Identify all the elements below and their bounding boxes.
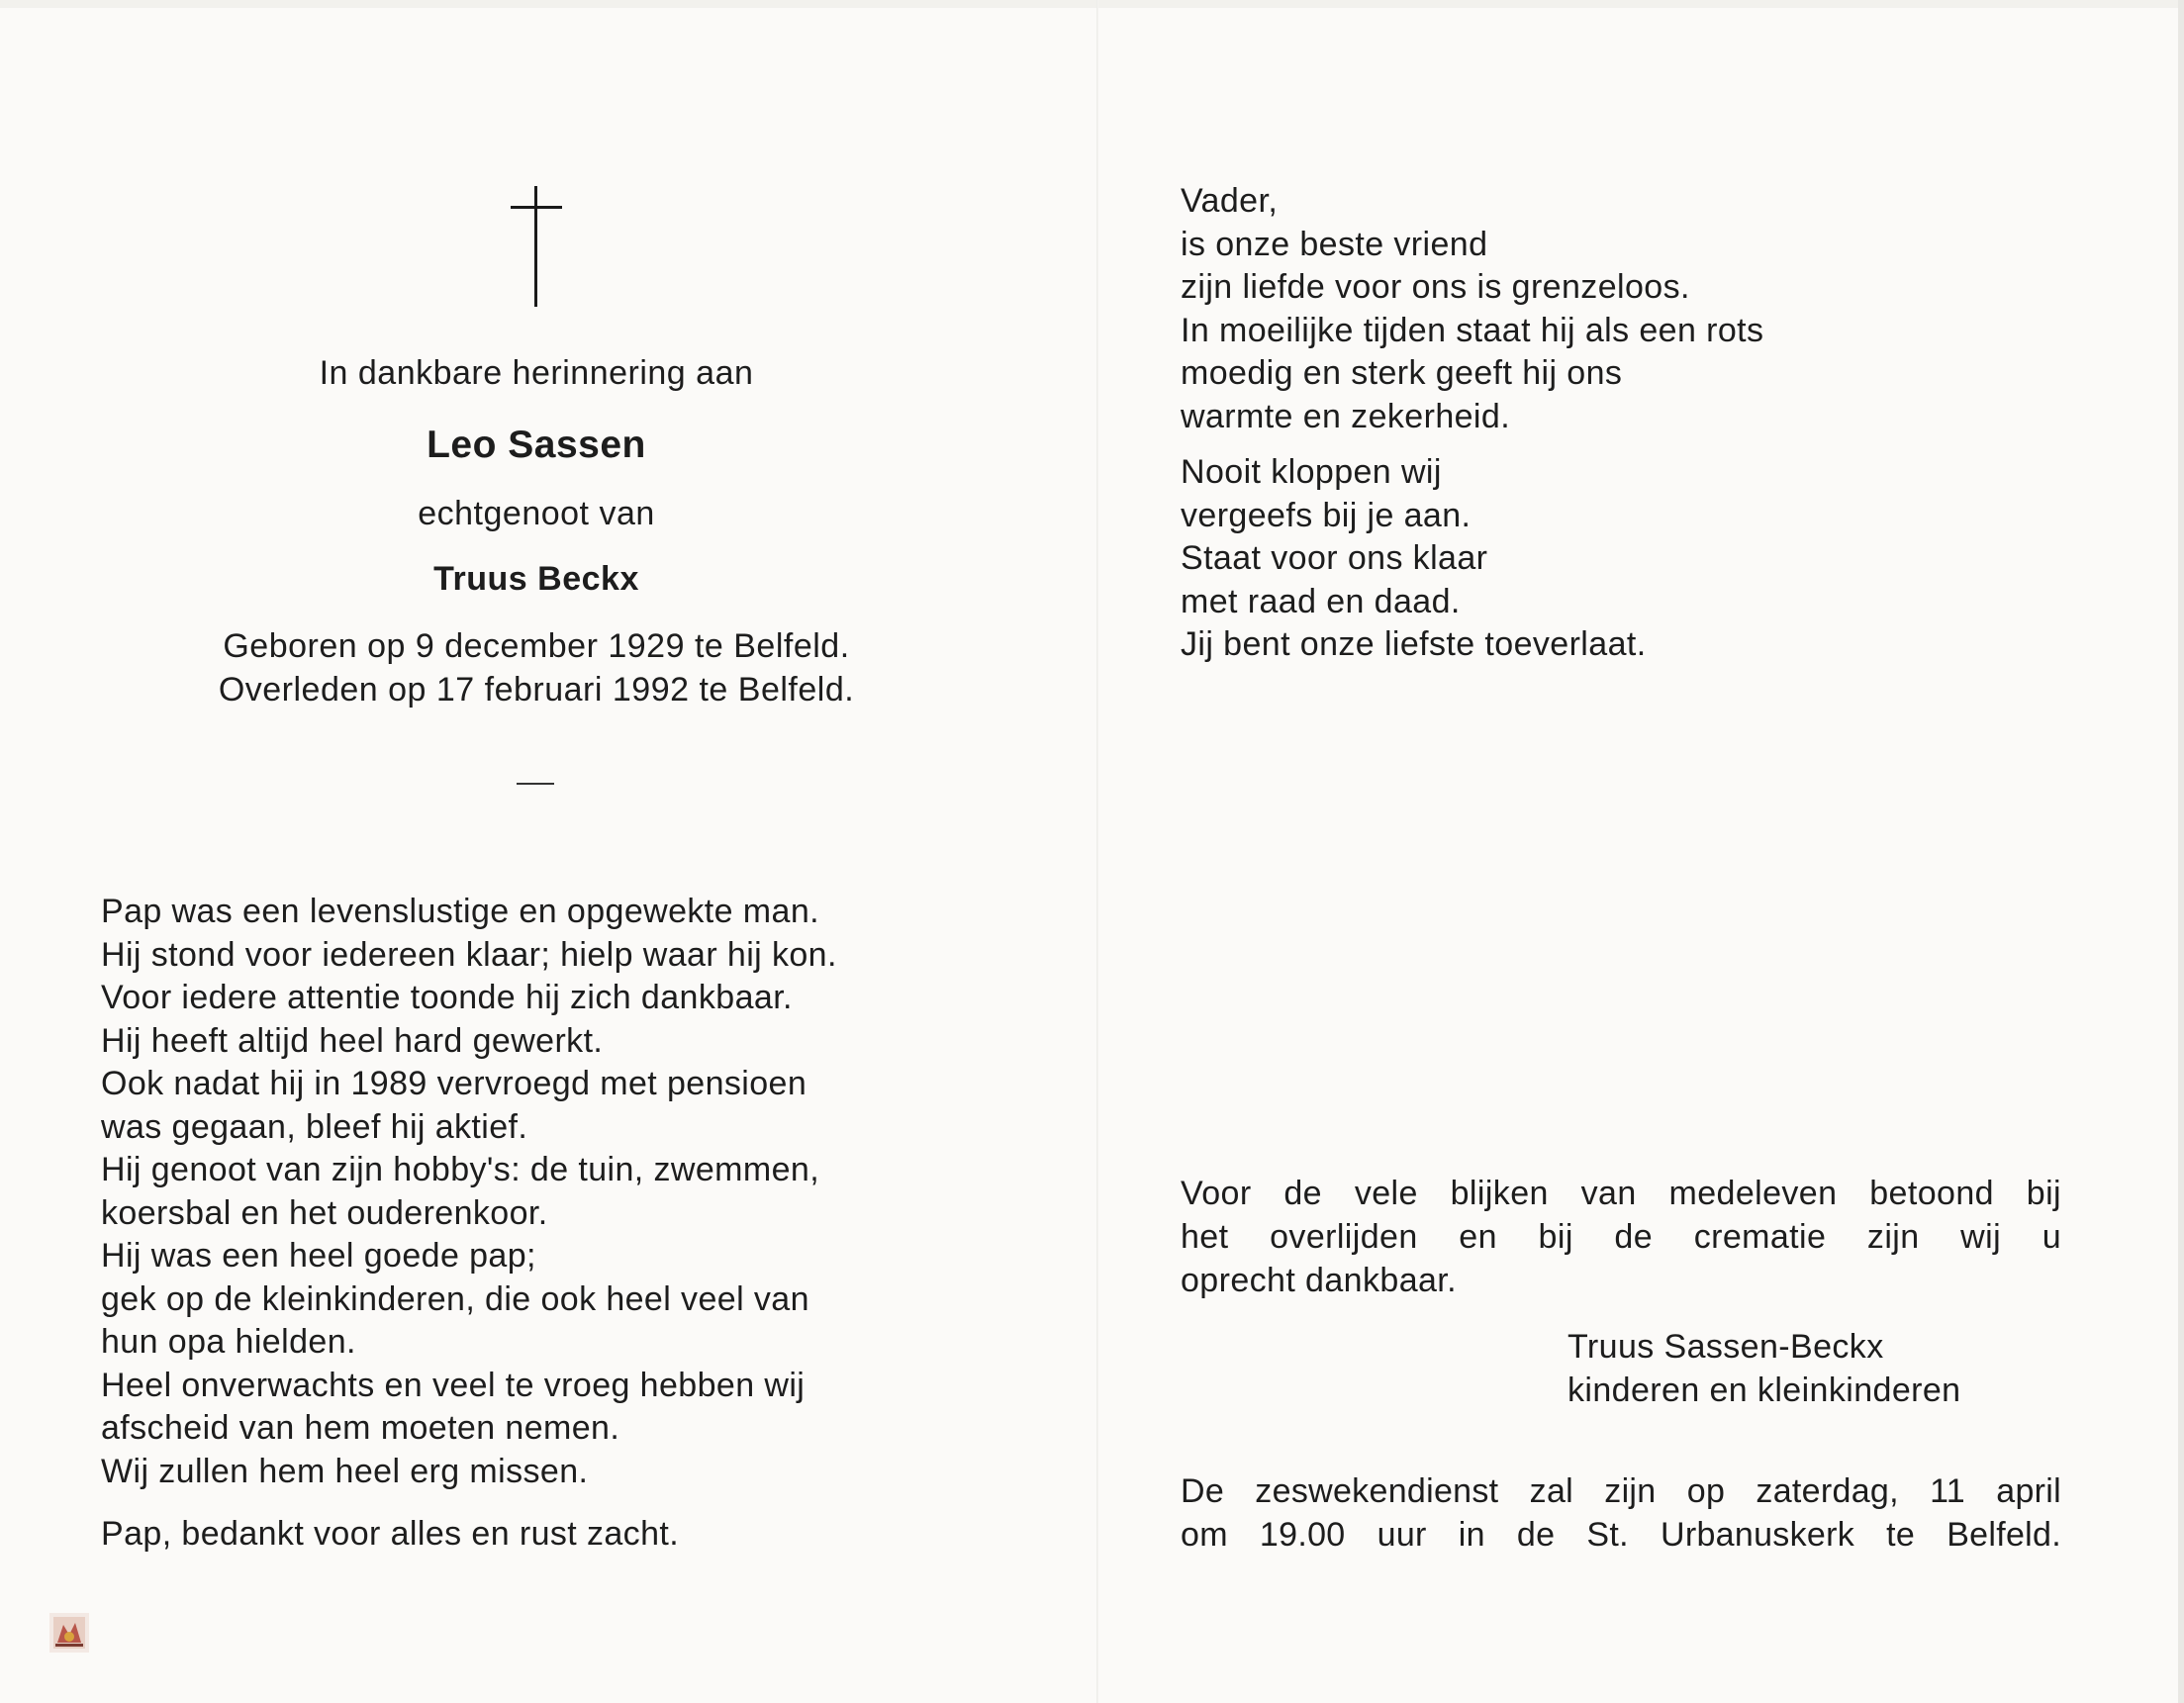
tribute-line: Hij was een heel goede pap; [101,1237,536,1275]
thanks-line: het overlijden en bij de crematie zijn wij u [1181,1218,2061,1256]
signature-line: Truus Sassen-Beckx [1567,1328,1884,1366]
poem-line: Jij bent onze liefste toeverlaat. [1181,625,1647,663]
service-line: De zeswekendienst zal zijn op zaterdag, 11 april [1181,1472,2061,1510]
tribute-line: gek op de kleinkinderen, die ook heel veel van [101,1279,809,1318]
tribute-line: koersbal en het ouderenkoor. [101,1193,548,1232]
poem-line: zijn liefde voor ons is grenzeloos. [1181,268,1690,306]
tribute-line: Hij heeft altijd heel hard gewerkt. [101,1021,604,1060]
spouse-name: Truus Beckx [433,560,639,598]
intro-text: In dankbare herinnering aan [319,354,754,392]
card-fold [1096,0,1098,1703]
tribute-text [101,891,837,1493]
poem-line: Staat voor ons klaar [1181,539,1488,577]
poem-line: moedig en sterk geeft hij ons [1181,354,1623,392]
service-line: om 19.00 uur in de St. Urbanuskerk te Belfeld. [1181,1516,2061,1554]
tribute-line: Wij zullen hem heel erg missen. [101,1452,589,1490]
top-edge [0,0,2184,8]
service-notice [1181,1469,2061,1557]
poem-line: warmte en zekerheid. [1181,397,1511,435]
tribute-line: was gegaan, bleef hij aktief. [101,1107,528,1146]
cross-icon [507,186,566,307]
birth-line: Geboren op 9 december 1929 te Belfeld. [223,627,850,665]
death-line: Overleden op 17 februari 1992 te Belfeld. [218,671,855,709]
signature-block [1567,1326,1960,1412]
closing-text: Pap, bedankt voor alles en rust zacht. [101,1515,680,1553]
thanks-paragraph [1181,1172,2061,1302]
tribute-line: afscheid van hem moeten nemen. [101,1409,620,1447]
poem-line: is onze beste vriend [1181,225,1488,263]
poem-line: vergeefs bij je aan. [1181,496,1472,534]
closing-line [101,1513,679,1557]
divider-dash [517,783,554,785]
poem-stanza-2 [1181,451,1647,667]
poem-line: Vader, [1181,182,1279,220]
tribute-line: hun opa hielden. [101,1323,356,1361]
right-edge [2178,0,2184,1703]
tribute-line: Pap was een levenslustige en opgewekte man. [101,893,819,930]
poem-line: In moeilijke tijden staat hij als een rots [1181,311,1764,349]
deceased-name: Leo Sassen [427,424,646,466]
signature-line: kinderen en kleinkinderen [1567,1371,1961,1409]
tribute-line: Heel onverwachts en veel te vroeg hebben wij [101,1366,806,1404]
poem-line: Nooit kloppen wij [1181,453,1442,491]
tribute-line: Hij genoot van zijn hobby's: de tuin, zwemmen, [101,1151,820,1188]
thanks-line: Voor de vele blijken van medeleven betoond bij [1181,1175,2061,1212]
tribute-line: Hij stond voor iedereen klaar; hielp waar hij kon. [101,935,837,974]
poem-line: met raad en daad. [1181,582,1461,620]
thanks-line: oprecht dankbaar. [1181,1262,1457,1299]
tribute-line: Voor iedere attentie toonde hij zich dankbaar. [101,979,793,1016]
spouse-label: echtgenoot van [418,495,655,532]
tribute-line: Ook nadat hij in 1989 vervroegd met pensioen [101,1065,807,1102]
stamp-logo-icon [49,1613,89,1653]
poem-stanza-1 [1181,180,1763,438]
